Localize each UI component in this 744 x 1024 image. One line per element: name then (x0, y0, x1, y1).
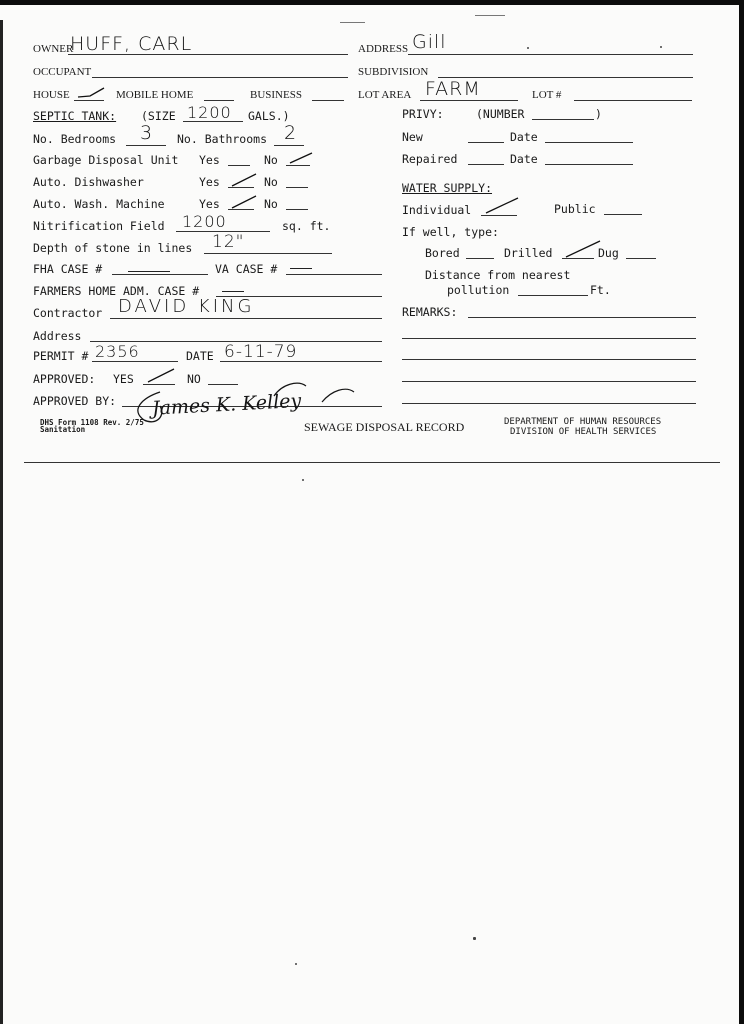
new-date-label: Date (510, 130, 538, 144)
water-public-line[interactable] (604, 214, 642, 215)
water-supply-label: WATER SUPPLY: (402, 181, 493, 195)
remarks-line-2[interactable] (402, 338, 696, 339)
department-line1: DEPARTMENT OF HUMAN RESOURCES (504, 417, 662, 427)
nitrification-unit: sq. ft. (282, 219, 331, 233)
date-label: DATE (186, 349, 214, 363)
occupant-label: OCCUPANT (33, 66, 92, 78)
repaired-date-line[interactable] (545, 164, 633, 165)
privy-label: PRIVY: (402, 107, 444, 121)
dishwasher-no-line[interactable] (286, 187, 308, 188)
contractor-value[interactable]: DAVID KING (118, 296, 255, 317)
date-line (220, 361, 382, 362)
new-label: New (402, 130, 423, 144)
address-line (408, 54, 693, 55)
well-drilled-check-mark[interactable] (564, 239, 602, 259)
contractor-label: Contractor (33, 306, 103, 320)
remarks-label: REMARKS: (402, 305, 458, 319)
signature-text: James K. Kelley (151, 389, 302, 420)
depth-stone-label: Depth of stone in lines (33, 241, 193, 255)
distance-unit: Ft. (590, 283, 611, 297)
well-drilled-label: Drilled (504, 246, 553, 260)
owner-value[interactable]: HUFF, CARL (70, 33, 193, 55)
distance-label: Distance from nearest (425, 268, 571, 282)
wash-machine-label: Auto. Wash. Machine (33, 197, 165, 211)
contractor-line (110, 318, 382, 319)
record-title: SEWAGE DISPOSAL RECORD (304, 420, 465, 434)
occupant-line[interactable] (92, 77, 348, 78)
water-individual-label: Individual (402, 203, 472, 217)
scan-speck (527, 47, 529, 49)
bedrooms-label: No. Bedrooms (33, 132, 117, 146)
dishwasher-label: Auto. Dishwasher (33, 175, 144, 189)
fha-case-label: FHA CASE # (33, 262, 103, 276)
lot-area-line (420, 100, 518, 101)
date-value[interactable]: 6-11-79 (224, 342, 298, 362)
scan-speck (660, 46, 662, 48)
lot-number-label: LOT # (532, 89, 562, 101)
approved-yes-label: YES (113, 372, 134, 386)
depth-stone-value[interactable]: 12" (212, 232, 245, 252)
water-individual-check-mark[interactable] (484, 196, 520, 216)
scan-speck (302, 479, 304, 481)
farmers-home-dash (222, 291, 244, 292)
fha-case-line[interactable] (112, 274, 208, 275)
garbage-yes-label: Yes (199, 153, 220, 167)
address-value[interactable]: Gill (412, 31, 447, 53)
owner-line (68, 54, 348, 55)
mobile-home-line[interactable] (204, 100, 234, 101)
garbage-no-check-mark[interactable] (288, 150, 314, 166)
va-case-label: VA CASE # (215, 262, 278, 276)
wash-machine-no-line[interactable] (286, 209, 308, 210)
lot-area-label: LOT AREA (358, 89, 412, 101)
va-case-dash (290, 268, 312, 269)
permit-line (92, 361, 178, 362)
scan-border-left (0, 20, 3, 1024)
bedrooms-line (126, 145, 166, 146)
repaired-label: Repaired (402, 152, 458, 166)
bathrooms-value[interactable]: 2 (284, 122, 298, 144)
nitrification-label: Nitrification Field (33, 219, 165, 233)
house-label: HOUSE (33, 89, 70, 101)
garbage-disposal-label: Garbage Disposal Unit (33, 153, 179, 167)
address-label: ADDRESS (358, 43, 409, 55)
dishwasher-no-label: No (264, 175, 278, 189)
privy-number-prefix: (NUMBER (476, 107, 525, 121)
scan-border-right (739, 0, 744, 1024)
bathrooms-label: No. Bathrooms (177, 132, 268, 146)
house-check-mark[interactable] (76, 86, 106, 100)
garbage-no-label: No (264, 153, 278, 167)
septic-size-suffix: GALS.) (248, 109, 290, 123)
repaired-line[interactable] (468, 164, 504, 165)
permit-value[interactable]: 2356 (95, 342, 140, 361)
farmers-home-label: FARMERS HOME ADM. CASE # (33, 284, 200, 298)
scan-speck (295, 963, 297, 965)
permit-label: PERMIT # (33, 349, 89, 363)
approved-no-label: NO (187, 372, 201, 386)
nitrification-value[interactable]: 1200 (182, 212, 227, 231)
remarks-line-5[interactable] (402, 403, 696, 404)
scan-speck (473, 937, 476, 940)
scan-mark (340, 22, 365, 23)
new-date-line[interactable] (545, 142, 633, 143)
water-public-label: Public (554, 202, 596, 216)
remarks-line-1[interactable] (468, 317, 696, 318)
wash-machine-yes-check-mark[interactable] (230, 194, 258, 210)
well-dug-line[interactable] (626, 258, 656, 259)
well-bored-label: Bored (425, 246, 460, 260)
bathrooms-line (274, 145, 304, 146)
distance-label-pollution: pollution (447, 283, 510, 297)
subdivision-label: SUBDIVISION (358, 66, 429, 78)
business-label: BUSINESS (250, 89, 302, 101)
business-line[interactable] (312, 100, 344, 101)
lot-area-value[interactable]: FARM (425, 78, 481, 100)
bedrooms-value[interactable]: 3 (140, 122, 154, 144)
septic-size-value[interactable]: 1200 (187, 103, 232, 122)
septic-tank-label: SEPTIC TANK: (33, 109, 117, 123)
wash-machine-yes-label: Yes (199, 197, 220, 211)
va-case-line[interactable] (286, 274, 382, 275)
garbage-yes-line[interactable] (228, 165, 250, 166)
scan-mark (475, 15, 505, 16)
fha-case-dash (128, 271, 170, 272)
septic-size-line (183, 121, 243, 122)
privy-number-suffix: ) (595, 107, 602, 121)
dishwasher-yes-check-mark[interactable] (230, 172, 258, 188)
approved-by-label: APPROVED BY: (33, 394, 117, 408)
privy-number-line[interactable] (532, 119, 594, 120)
department-line2: DIVISION OF HEALTH SERVICES (510, 427, 657, 437)
dishwasher-yes-label: Yes (199, 175, 220, 189)
approved-label: APPROVED: (33, 372, 96, 386)
mobile-home-label: MOBILE HOME (116, 89, 194, 101)
well-dug-label: Dug (598, 246, 619, 260)
new-line[interactable] (468, 142, 504, 143)
scan-border-top (0, 0, 744, 5)
card-bottom-rule (24, 462, 720, 463)
house-line (74, 100, 104, 101)
remarks-line-3[interactable] (402, 359, 696, 360)
depth-stone-line (204, 253, 332, 254)
remarks-line-4[interactable] (402, 381, 696, 382)
repaired-date-label: Date (510, 152, 538, 166)
lot-number-line[interactable] (574, 100, 692, 101)
contractor-address-label: Address (33, 329, 82, 343)
septic-size-prefix: (SIZE (141, 109, 176, 123)
form-id-line1: DHS Form 1108 Rev. 2/75 (40, 418, 144, 427)
well-bored-line[interactable] (466, 258, 494, 259)
if-well-label: If well, type: (402, 225, 499, 239)
distance-line[interactable] (518, 295, 588, 296)
form-id-line2: Sanitation (40, 425, 86, 434)
wash-machine-no-label: No (264, 197, 278, 211)
owner-label: OWNER (33, 43, 74, 55)
